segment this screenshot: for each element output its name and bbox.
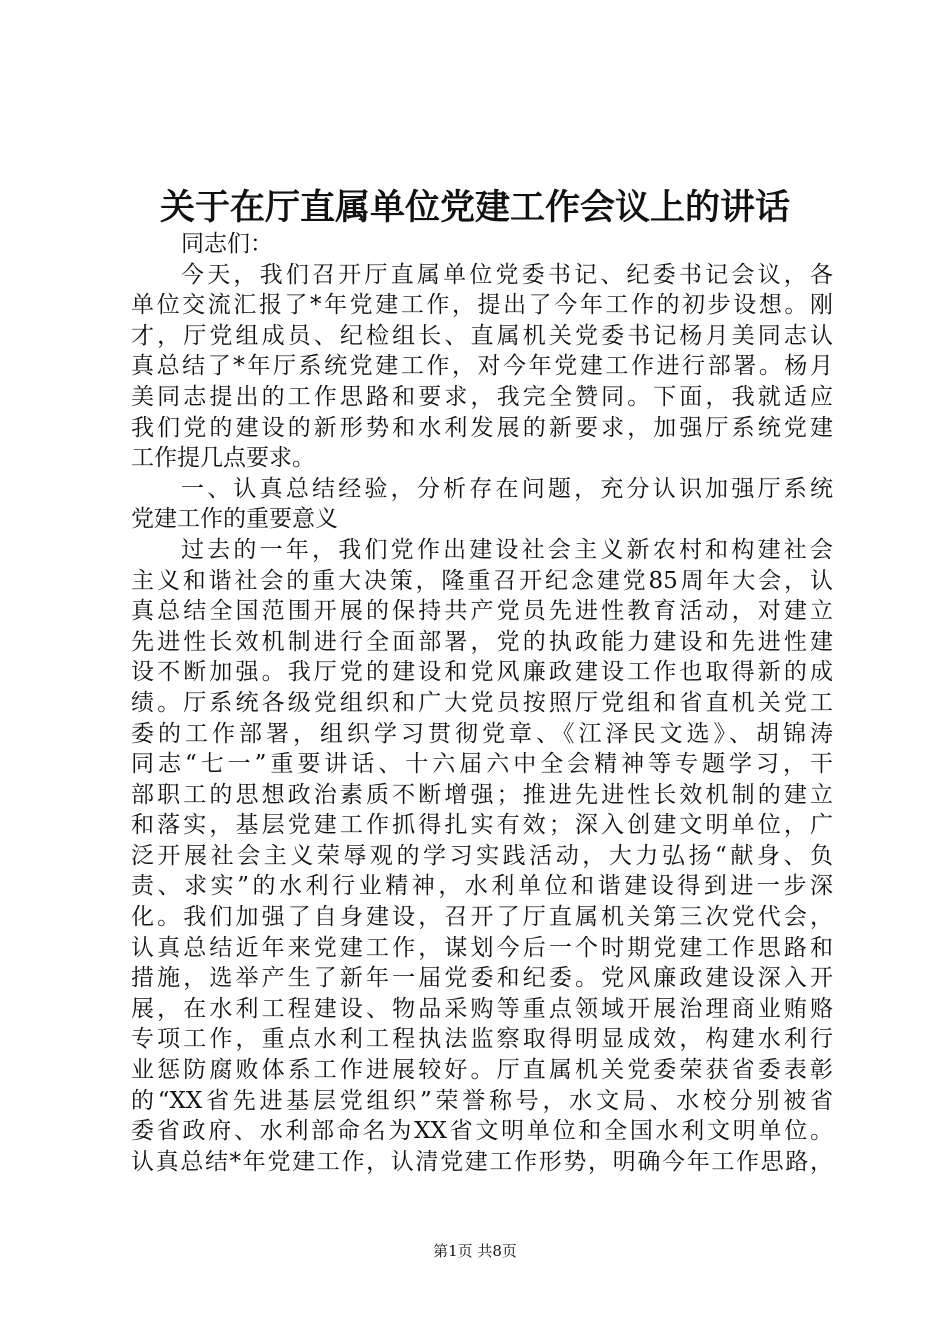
text-line: 的“XX省先进基层党组织”荣誉称号，水文局、水校分别被省 — [131, 1087, 833, 1114]
text-line: 专项工作，重点水利工程执法监察取得明显成效，构建水利行 — [131, 1026, 833, 1053]
text-line: 同志“七一”重要讲话、十六届六中全会精神等专题学习，干 — [131, 751, 833, 778]
text-line: 美同志提出的工作思路和要求，我完全赞同。下面，我就适应 — [131, 383, 833, 410]
text-line: 今天，我们召开厅直属单位党委书记、纪委书记会议，各 — [181, 261, 833, 288]
page-footer: 第1页 共8页 — [433, 1242, 517, 1260]
text-line: 工作提几点要求。 — [131, 445, 315, 472]
text-line: 业惩防腐败体系工作进展较好。厅直属机关党委荣获省委表彰 — [131, 1057, 833, 1084]
text-line: 化。我们加强了自身建设，召开了厅直属机关第三次党代会， — [131, 904, 833, 931]
text-line: 过去的一年，我们党作出建设社会主义新农村和构建社会 — [181, 536, 833, 563]
text-line: 先进性长效机制进行全面部署，党的执政能力建设和先进性建 — [131, 628, 833, 655]
text-line: 同志们： — [181, 231, 273, 257]
text-line: 真总结了*年厅系统党建工作，对今年党建工作进行部署。杨月 — [131, 353, 833, 380]
text-line: 措施，选举产生了新年一届党委和纪委。党风廉政建设深入开 — [131, 965, 833, 992]
text-line: 才，厅党组成员、纪检组长、直属机关党委书记杨月美同志认 — [131, 322, 833, 349]
text-line: 认真总结*年党建工作，认清党建工作形势，明确今年工作思路， — [131, 1148, 833, 1175]
text-line: 真总结全国范围开展的保持共产党员先进性教育活动，对建立 — [131, 598, 833, 625]
text-line: 党建工作的重要意义 — [131, 506, 338, 533]
text-line: 委省政府、水利部命名为XX省文明单位和全国水利文明单位。 — [131, 1118, 833, 1145]
document-title: 关于在厅直属单位党建工作会议上的讲话 — [159, 187, 790, 228]
text-line: 委的工作部署，组织学习贯彻党章、《江泽民文选》、胡锦涛 — [131, 720, 833, 747]
text-line: 和落实，基层党建工作抓得扎实有效；深入创建文明单位，广 — [131, 812, 833, 839]
text-line: 设不断加强。我厅党的建设和党风廉政建设工作也取得新的成 — [131, 659, 833, 686]
text-line: 一、认真总结经验，分析存在问题，充分认识加强厅系统 — [181, 475, 833, 502]
document-body — [131, 229, 833, 1177]
text-line: 我们党的建设的新形势和水利发展的新要求，加强厅系统党建 — [131, 414, 833, 441]
text-line: 绩。厅系统各级党组织和广大党员按照厅党组和省直机关党工 — [131, 689, 833, 716]
text-line: 展，在水利工程建设、物品采购等重点领域开展治理商业贿赂 — [131, 995, 833, 1022]
text-line: 泛开展社会主义荣辱观的学习实践活动，大力弘扬“献身、负 — [131, 842, 833, 869]
text-line: 责、求实”的水利行业精神，水利单位和谐建设得到进一步深 — [131, 873, 833, 900]
text-line: 主义和谐社会的重大决策，隆重召开纪念建党85周年大会，认 — [131, 567, 833, 594]
text-line: 认真总结近年来党建工作，谋划今后一个时期党建工作思路和 — [131, 934, 833, 961]
text-line: 单位交流汇报了*年党建工作，提出了今年工作的初步设想。刚 — [131, 292, 833, 319]
text-line: 部职工的思想政治素质不断增强；推进先进性长效机制的建立 — [131, 781, 833, 808]
